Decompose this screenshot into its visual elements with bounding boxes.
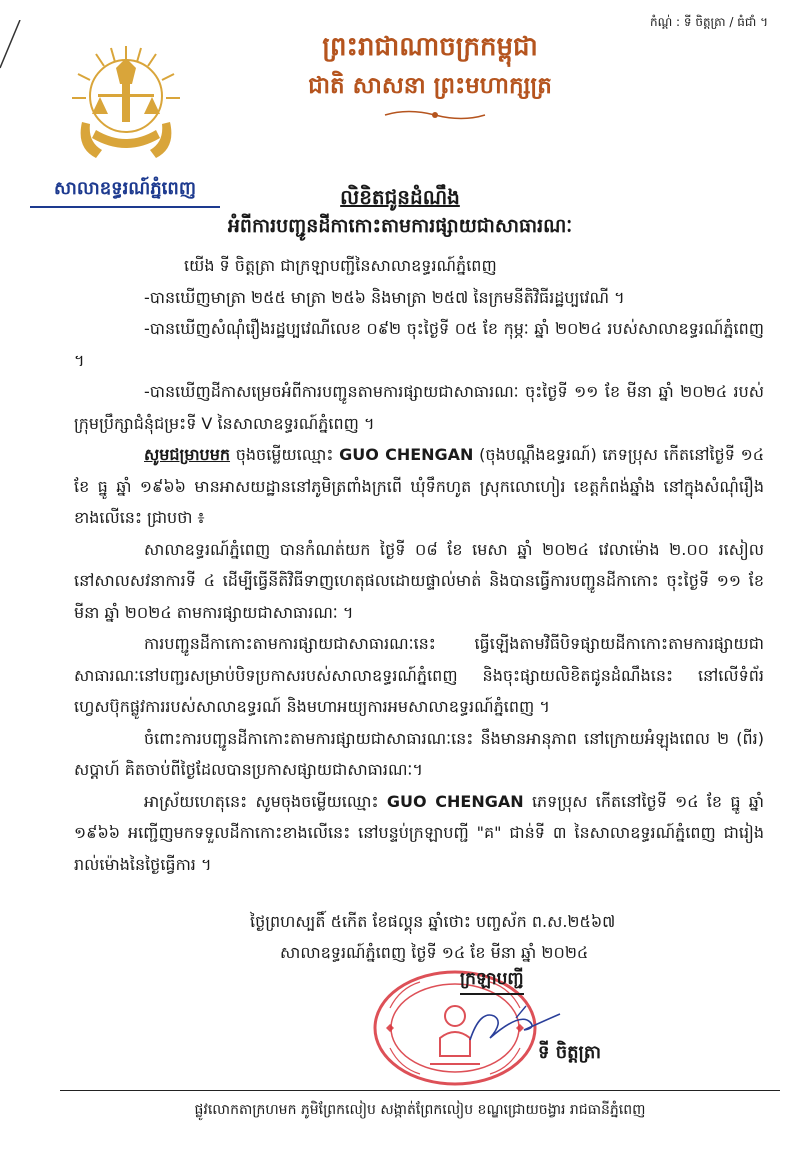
ornament-divider-icon (380, 108, 490, 122)
lunar-date: ថ្ងៃព្រហស្បតិ៍ ៥កើត ខែផល្គុន ឆ្នាំថោះ បញ្ចស័ក ព.ស.២៥៦៧ (250, 912, 616, 931)
paragraph-summons: អាស្រ័យហេតុនេះ សូមចុងចម្លើយឈ្មោះ GUO CHENGAN ភេទប្រុស កើតនៅថ្ងៃទី ១៤ ខែ ធ្នូ ឆ្នាំ ១៩៦៦ អញ្ជើញមកទទួលដីកាកោះខាងលើនេះ នៅបន្ទប់ក្រឡាបញ្ជី "គ" ជាន់ទី ៣ នៃសាលាឧទ្ធរណ៍ភ្នំពេញ ជារៀងរាល់ម៉ោងនៃថ្ងៃធ្វើការ ។ (74, 791, 765, 874)
paragraph-citation-3: -បានឃើញដីកាសម្រេចអំពីការបញ្ជូនតាមការផ្សាយជាសាធារណៈ ចុះថ្ងៃទី ១១ ខែ មីនា ឆ្នាំ ២០២៤ របស់ក្រុមប្រឹក្សាជំនុំជម្រះទី V នៃសាលាឧទ្ធរណ៍ភ្នំពេញ ។ (74, 382, 764, 433)
defendant-name: GUO CHENGAN (386, 791, 524, 811)
paragraph-publication: ការបញ្ជូនដីកាកោះតាមការផ្សាយជាសាធារណៈនេះ ធ្វើឡើងតាមវិធីបិទផ្សាយដីកាកោះតាមការផ្សាយជាសាធារណៈនៅបញ្ជរសម្រាប់បិទប្រកាសរបស់សាលាឧទ្ធរណ៍ភ្នំពេញ និងចុះផ្សាយលិខិតជូនដំណឹងនេះ នៅលើទំព័រហ្វេសប៊ុកផ្លូវការរបស់សាលាឧទ្ធរណ៍ និងមហាអយ្យការអមសាលាឧទ្ធរណ៍ភ្នំពេញ ។ (74, 634, 764, 716)
solar-date: សាលាឧទ្ធរណ៍ភ្នំពេញ ថ្ងៃទី ១៤ ខែ មីនា ឆ្នាំ ២០២៤ (280, 943, 589, 962)
paragraph-hearing: សាលាឧទ្ធរណ៍ភ្នំពេញ បានកំណត់យក ថ្ងៃទី ០៨ ខែ មេសា ឆ្នាំ ២០២៤ វេលាម៉ោង ២.០០ រសៀល នៅសាលសវនាការទី ៤ ដើម្បីធ្វើនីតិវិធីទាញហេតុផលដោយផ្ទាល់មាត់ និងបានធ្វើការបញ្ជូនដីកាកោះ ចុះថ្ងៃទី ១១ ខែ មីនា ឆ្នាំ ២០២៤ តាមការផ្សាយជាសាធារណៈ ។ (74, 539, 764, 622)
paragraph-citation-2: -បានឃើញសំណុំរឿងរដ្ឋប្បវេណីលេខ ០៩២ ចុះថ្ងៃទី ០៥ ខែ កុម្ភៈ ឆ្នាំ ២០២៤ របស់សាលាឧទ្ធរណ៍ភ្នំពេញ ។ (74, 319, 764, 370)
document-subtitle: អំពីការបញ្ជូនដីកាកោះតាមការផ្សាយជាសាធារណៈ (227, 215, 573, 237)
paragraph-effect: ចំពោះការបញ្ជូនដីកាកោះតាមការផ្សាយជាសាធារណៈនេះ នឹងមានអានុភាព នៅក្រោយអំឡុងពេល ២ (ពីរ) សប្ដាហ៍ គិតចាប់ពីថ្ងៃដែលបានប្រកាសផ្សាយជាសាធារណៈ។ (74, 728, 764, 779)
footer-divider (60, 1090, 780, 1091)
kingdom-heading: ព្រះរាជាណាចក្រកម្ពុជា (322, 32, 538, 62)
salutation: សូមជម្រាបមក (144, 445, 231, 464)
date-block (250, 906, 730, 968)
footer-address: ផ្លូវលោកតាក្រហមក ភូមិព្រែកលៀប សង្កាត់ព្រែកលៀប ខណ្ឌជ្រោយចង្វារ រាជធានីភ្នំពេញ (194, 1102, 646, 1118)
signatory-title: ក្រឡាបញ្ជី (460, 968, 524, 995)
signatory-name: ទី ចិត្តត្រា (538, 1042, 602, 1063)
notice-body (74, 250, 764, 880)
defendant-name: GUO CHENGAN (339, 445, 474, 464)
court-emblem-icon (56, 38, 196, 173)
court-name: សាលាឧទ្ធរណ៍ភ្នំពេញ (30, 176, 220, 208)
document-title: លិខិតជូនដំណឹង (340, 185, 460, 209)
paragraph-citation-1: -បានឃើញមាត្រា ២៥៥ មាត្រា ២៥៦ និងមាត្រា ២៥៧ នៃក្រមនីតិវិធីរដ្ឋប្បវេណី ។ (144, 287, 625, 307)
reference-number: កំណ្ត់ : ទី ចិត្តត្រា / ធំជាំ ។ (649, 15, 768, 29)
paragraph-intro: យើង ទី ចិត្តត្រា ជាក្រឡាបញ្ជីនៃសាលាឧទ្ធរណ៍ភ្នំពេញ (184, 256, 497, 275)
corner-mark (0, 20, 30, 70)
national-motto: ជាតិ សាសនា ព្រះមហាក្សត្រ (308, 73, 552, 99)
paragraph-addressee: សូមជម្រាបមក ចុងចម្លើយឈ្មោះ GUO CHENGAN (ចុងបណ្ដឹងឧទ្ធរណ៍) ភេទប្រុស កើតនៅថ្ងៃទី ១៤ ខែ ធ្នូ ឆ្នាំ ១៩៦៦ មានអាសយដ្ឋាននៅភូមិត្រពាំងក្រពើ ឃុំទឹកហូត ស្រុកលោហៀរ ខេត្តកំពង់ឆ្នាំង នៅក្នុងសំណុំរឿងខាងលើនេះ ជ្រាបថា ៖ (74, 445, 765, 527)
